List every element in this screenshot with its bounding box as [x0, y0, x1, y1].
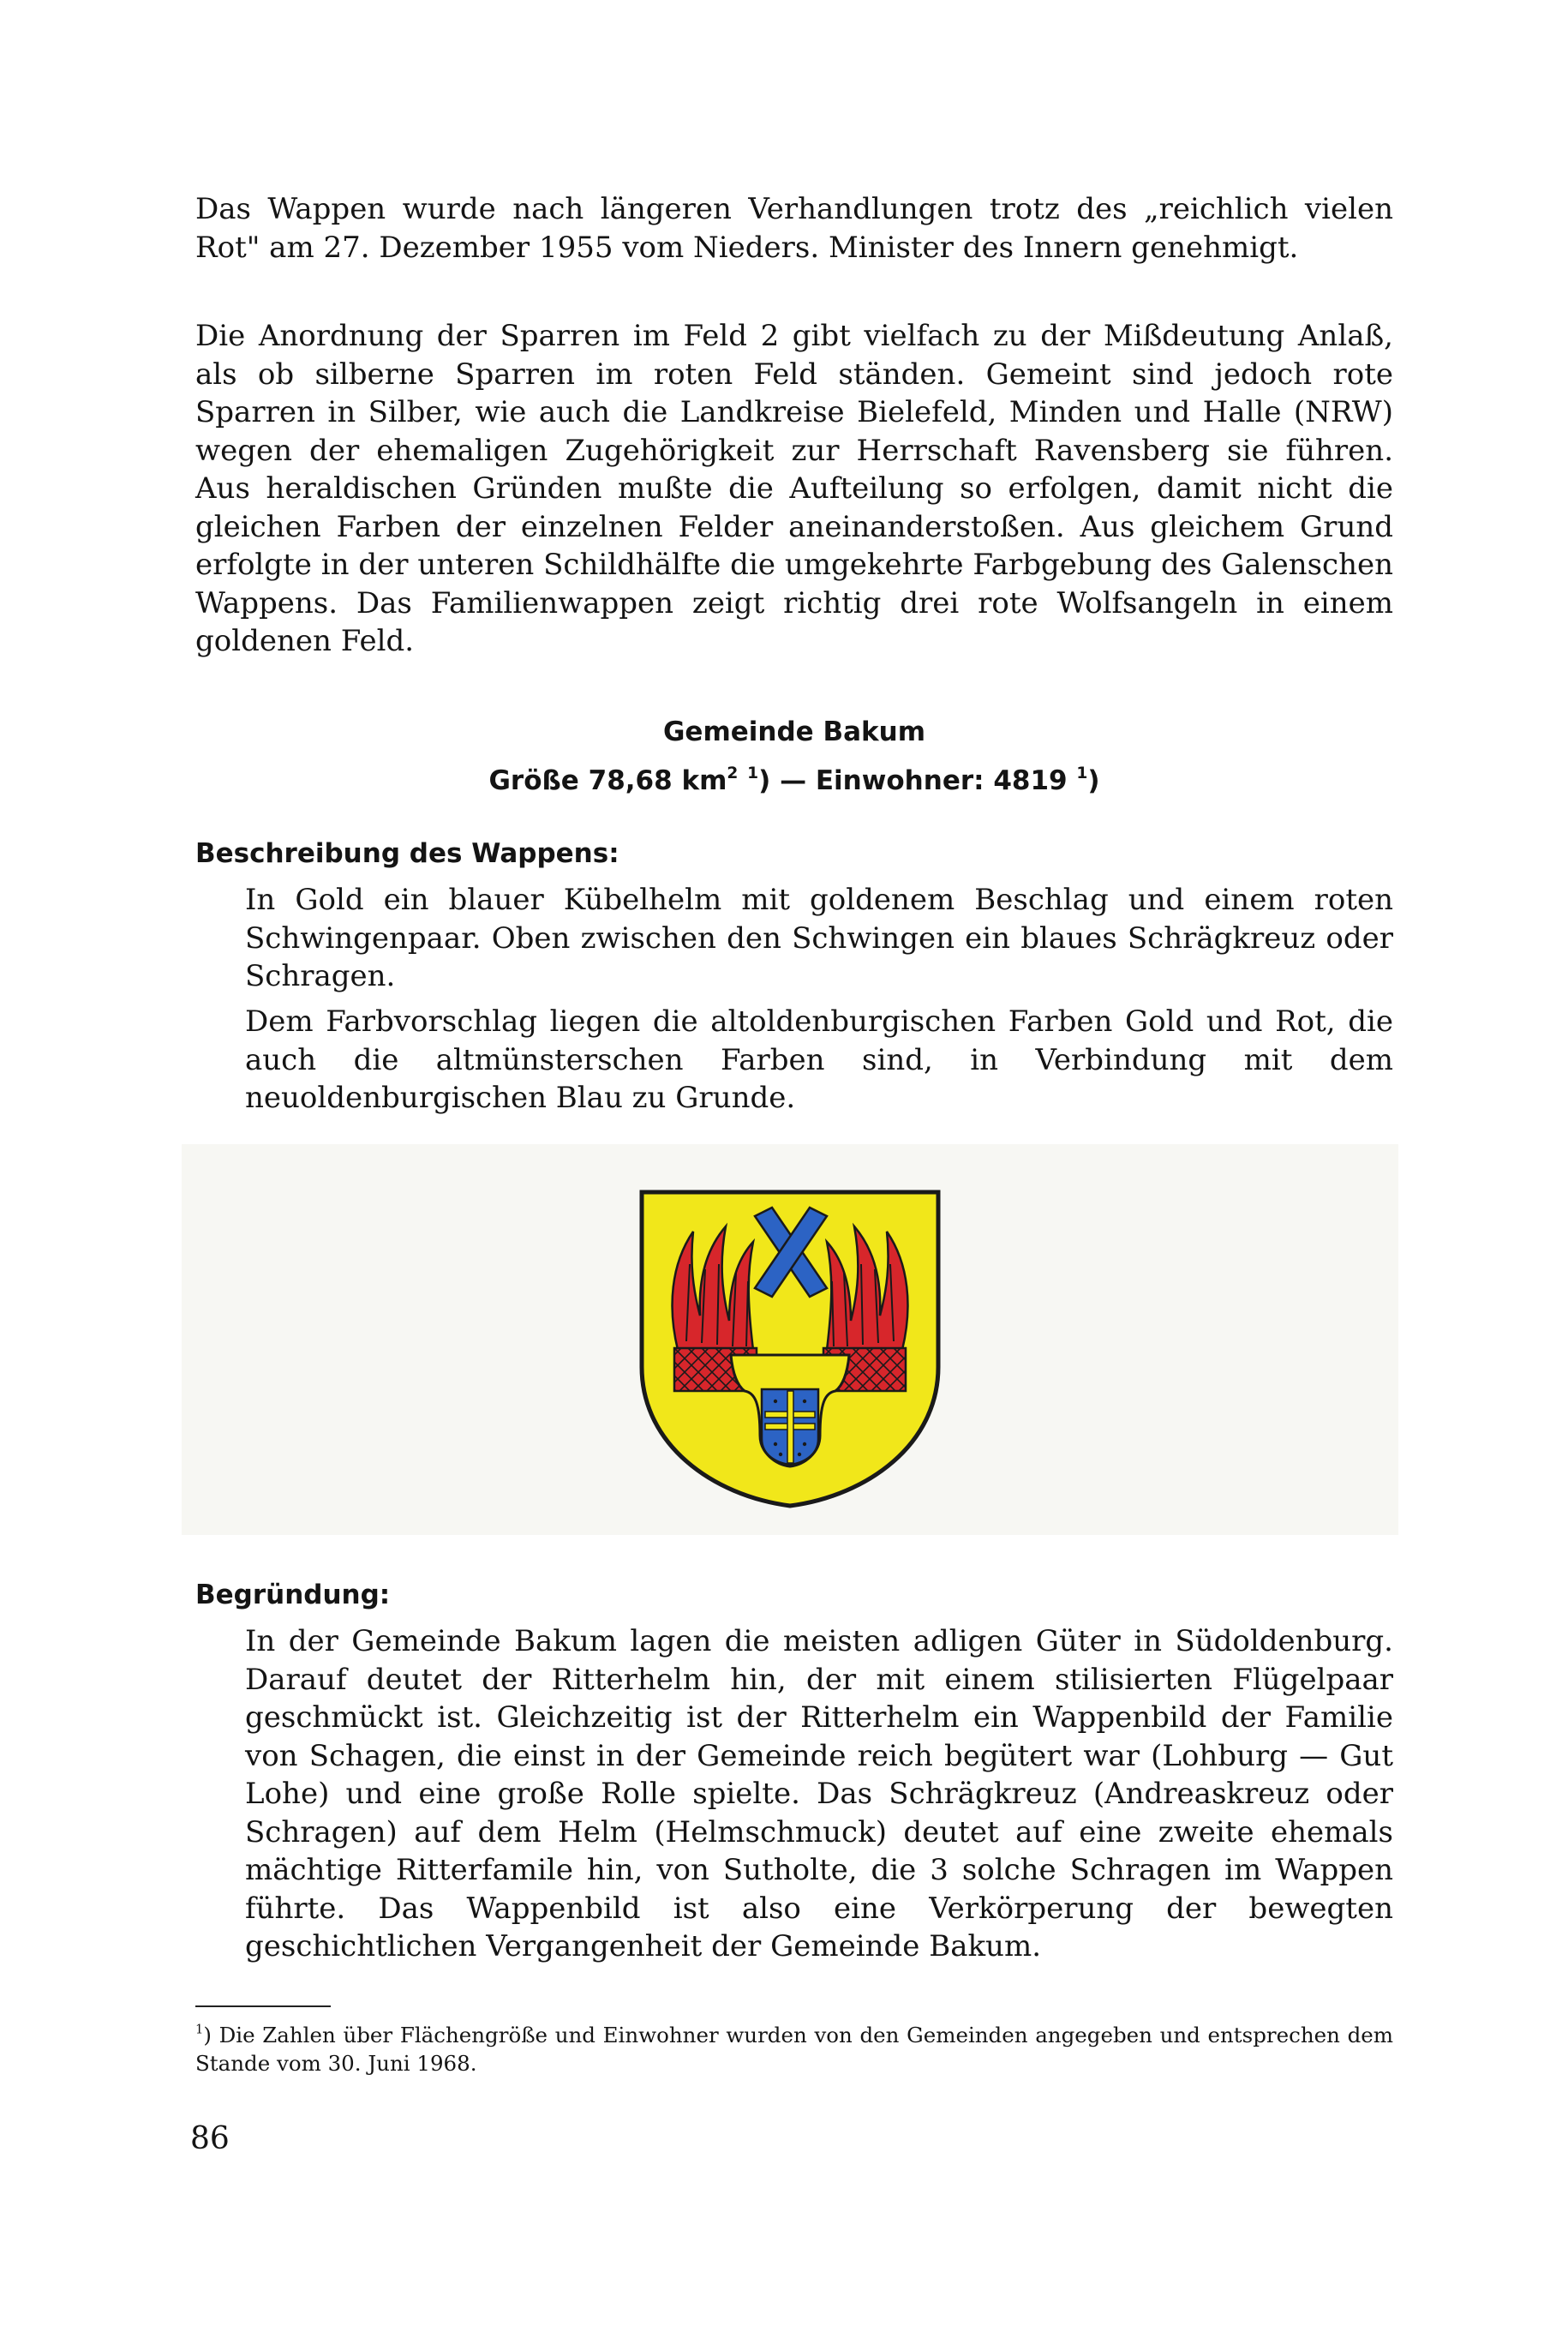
footnote: $^1$) Die Zahlen über Flächengröße und Einwohner wurden von den Gemeinden angegeben und entsprechen dem Stande vom 30. Juni 1968.	[195, 2022, 1393, 2076]
description-paragraph	[245, 881, 1393, 996]
footnote-marker: 1	[195, 2022, 204, 2037]
footnote-divider	[195, 2005, 331, 2007]
size-superscript: 2	[727, 764, 739, 782]
footnote-text: Die Zahlen über Flächengröße und Einwohner wurden von den Gemeinden angegeben und entsprechen dem Stande vom 30. Juni 1968.	[195, 2023, 1393, 2076]
paragraph-chevrons	[195, 317, 1393, 661]
page-number: 86	[190, 2121, 230, 2156]
paragraph-text: In Gold ein blauer Kübelhelm mit goldenem Beschlag und einem roten Schwingenpaar. Oben zwischen den Schwingen ein blaues Schrägkreuz oder Schragen.	[245, 883, 1393, 993]
footnote-ref: 1	[747, 764, 759, 782]
color-paragraph	[245, 1003, 1393, 1118]
residents-label: — Einwohner: 4819	[770, 765, 1077, 796]
footnote-ref: 1	[1076, 764, 1088, 782]
paragraph-text: Das Wappen wurde nach längeren Verhandlungen trotz des „reichlich vielen Rot" am 27. Dezember 1955 vom Nieders. Minister des Innern genehmigt.	[195, 192, 1393, 265]
paragraph-text: In der Gemeinde Bakum lagen die meisten adligen Güter in Südoldenburg. Darauf deutet der Ritterhelm hin, der mit einem stilisierten Flügelpaar geschmückt ist. Gleichzeitig ist der Ritterhelm ein Wappenbild der Familie von Schagen, die einst in der Gemeinde reich begütert war (Lohburg — Gut Lohe) und eine große Rolle spielte. Das Schrägkreuz (Andreaskreuz oder Schragen) auf dem Helm (Helmschmuck) deutet auf eine zweite ehemals mächtige Ritterfamile hin, von Sutholte, die 3 solche Schragen im Wappen führte. Das Wappenbild ist also eine Verkörperung der bewegten geschichtlichen Vergangenheit der Gemeinde Bakum.	[245, 1624, 1393, 1963]
paragraph-text: Die Anordnung der Sparren im Feld 2 gibt vielfach zu der Mißdeutung Anlaß, als ob silberne Sparren im roten Feld ständen. Gemeint sind jedoch rote Sparren in Silber, wie auch die Landkreise Bielefeld, Minden und Halle (NRW) wegen der ehemaligen Zugehörigkeit zur Herrschaft Ravensberg sie führen. Aus heraldischen Gründen mußte die Aufteilung so erfolgen, damit nicht die gleichen Farben der einzelnen Felder aneinanderstoßen. Aus gleichem Grund erfolgte in der unteren Schildhälfte die umgekehrte Farbgebung des Galenschen Wappens. Das Familienwappen zeigt richtig drei rote Wolfsangeln in einem goldenen Feld.	[195, 319, 1393, 658]
reasoning-label: Begründung:	[195, 1580, 391, 1610]
paragraph-text: Dem Farbvorschlag liegen die altoldenburgischen Farben Gold und Rot, die auch die altmünsterschen Farben sind, in Verbindung mit dem neuoldenburgischen Blau zu Grunde.	[245, 1004, 1393, 1115]
paragraph-approval	[195, 190, 1393, 267]
size-label: Größe 78,68 km	[488, 765, 727, 796]
coat-of-arms-image	[637, 1187, 943, 1511]
municipality-stats: Größe 78,68 $km^2$ $^1$) — Einwohner: 4819 $^1$)	[488, 764, 1100, 796]
reasoning-paragraph	[245, 1622, 1393, 1966]
description-label: Beschreibung des Wappens:	[195, 838, 619, 869]
municipality-title: Gemeinde Bakum	[662, 716, 926, 747]
